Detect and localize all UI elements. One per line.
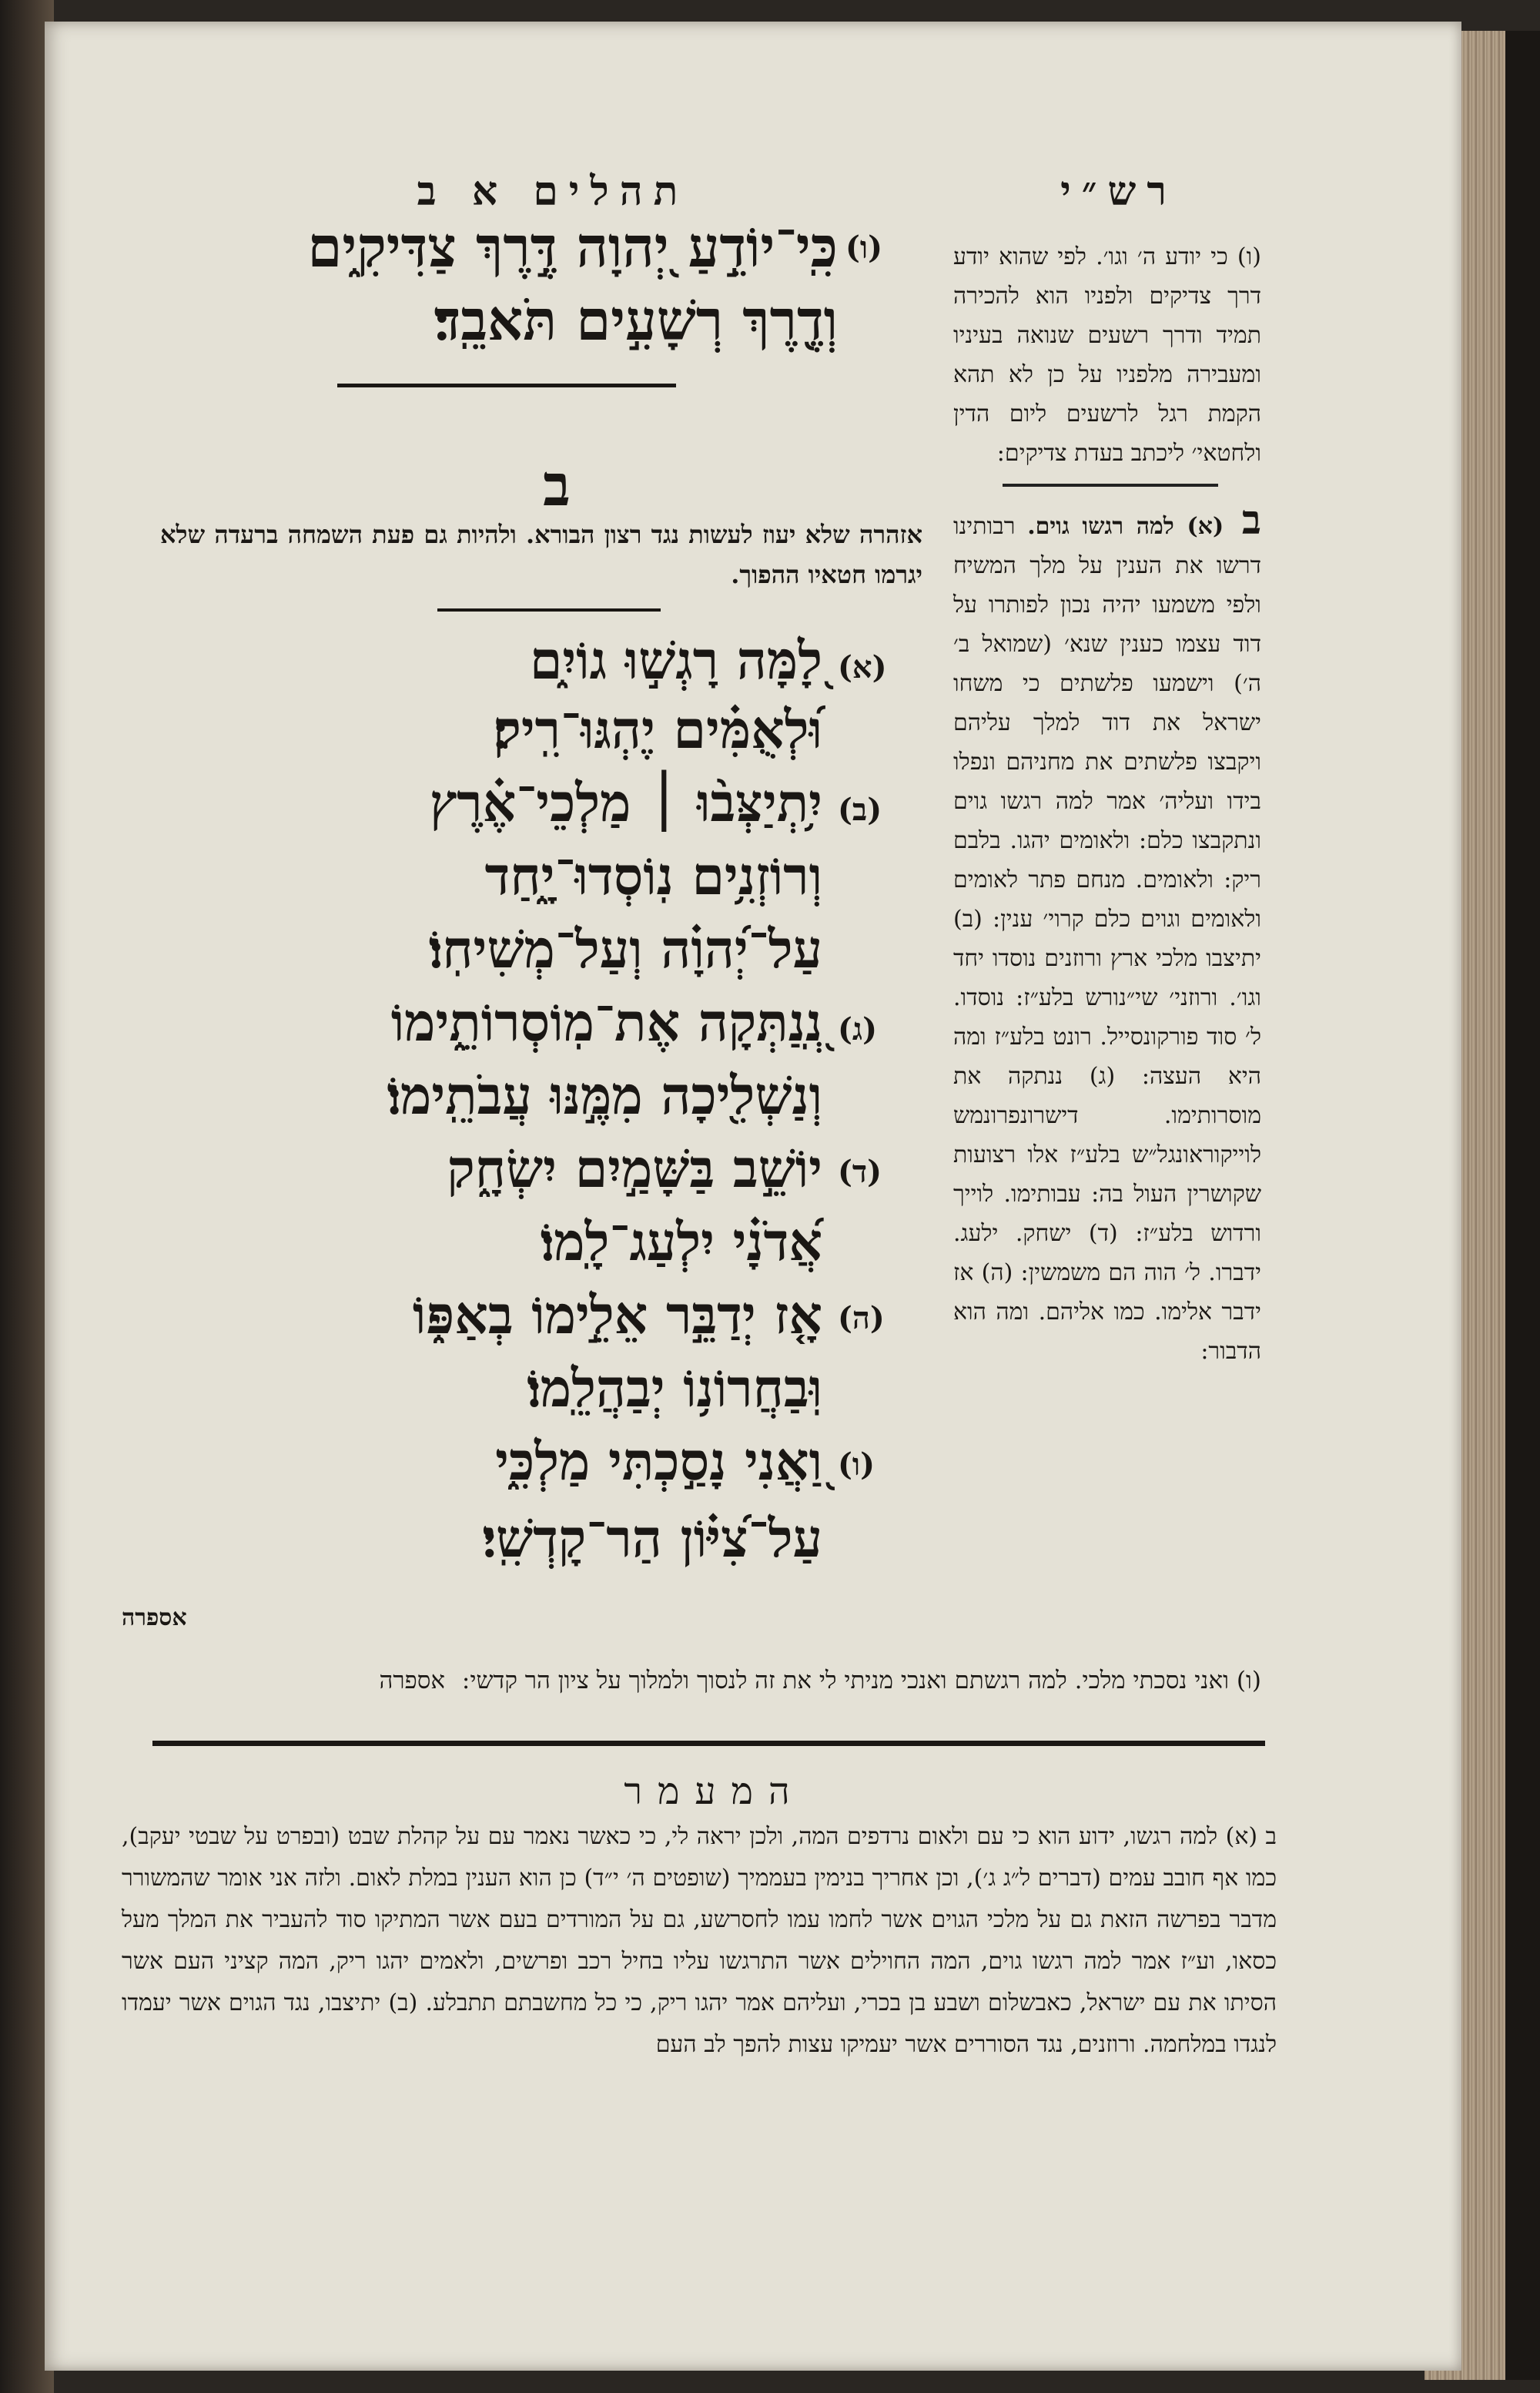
rashi-paragraph: (ו) כי יודע ה׳ וגו׳. לפי שהוא יודע דרך צדיקים ולפניו הוא להכירה תמיד ודרך רשעים שנואה בעיניו ומעבירה מלפניו על כן לא תהא הקמת רגל לרשעים ליום הדין ולחטאי׳ ליכתב בעדת צדיקים: [953, 243, 1261, 467]
verse-line: עַל־יְ֝הוָ֗ה וְעַל־מְשִׁיחֽוֹ׃ [428, 919, 822, 980]
verse-line: נְֽ֭נַתְּקָה אֶת־מֽוֹסְרוֹתֵ֑ימוֹ [390, 992, 822, 1054]
verse-line: וְנַשְׁלִ֖יכָה מִמֶּ֣נּוּ עֲבֹתֵֽימוֹ׃ [387, 1065, 822, 1127]
rashi-paragraph [953, 497, 1261, 1371]
rashi-separator [1003, 484, 1218, 487]
verse-line: יִ֥תְיַצְּב֨וּ ׀ מַלְכֵי־אֶ֗רֶץ [429, 773, 822, 834]
book-page [45, 22, 1461, 2371]
verse-number: (ד) [838, 1154, 882, 1190]
chapter-intro: אזהרה שלא יעוז לעשות נגד רצון הבורא. ולהיות גם פעת השמחה ברעדה שלא יגרמו חטאיו ההפוך. [160, 520, 922, 589]
verse-line: יוֹשֵׁ֣ב בַּשָּׁמַ֣יִם יִשְׂחָ֑ק [447, 1138, 822, 1200]
verse-line: וּ֝לְאֻמִּ֗ים יֶהְגּוּ־רִֽיק׃ [493, 699, 822, 761]
verse-number: (ו) [845, 230, 883, 266]
rashi-chapter-letter: ב [1241, 497, 1261, 544]
rashi-heading: רש״י [1060, 168, 1177, 215]
verse-number: (ו) [838, 1446, 875, 1483]
rashi-tail-text: (ו) ואני נסכתי מלכי. למה רגשתם ואנכי מניתי לי את זה לנסוך ולמלוך על ציון הר קדשי: [461, 1667, 1261, 1694]
rashi-column [953, 237, 1261, 1371]
verse-line: וְרוֹזְנִ֥ים נֽוֹסְדוּ־יָ֑חַד [484, 846, 822, 907]
verse-number: (ג) [838, 1011, 878, 1047]
verse-number: (ב) [838, 792, 882, 828]
verse-number: (ה) [838, 1300, 885, 1336]
verse-line: אָ֤ז יְדַבֵּ֣ר אֵלֵ֣ימוֹ בְאַפּ֑וֹ [412, 1285, 822, 1346]
verse-line: עַל־צִ֝יּ֗וֹן הַר־קָדְשִֽׁי׃ [482, 1508, 822, 1570]
verse-line: אֲ֝דֹנָ֗י יִלְעַג־לָֽמוֹ׃ [540, 1212, 822, 1273]
hameamer-heading: המעמר [624, 1770, 805, 1813]
intro-rule [437, 608, 661, 612]
verse-line: וּֽבַחֲרוֹנ֥וֹ יְבַהֲלֵֽמוֹ׃ [527, 1358, 822, 1419]
verse-line: לָ֭מָּה רָגְשׁ֣וּ גוֹיִ֑ם [529, 630, 822, 692]
bottom-rule [152, 1741, 1265, 1746]
verse-line: כִּֽי־יוֹדֵ֣עַ יְ֭הוָה דֶּ֣רֶךְ צַדִּיקִ֑ים [307, 214, 838, 280]
catchword: אספרה [122, 1604, 187, 1631]
verse-line: וַ֭אֲנִי נָסַ֣כְתִּי מַלְכִּ֑י [495, 1431, 822, 1493]
rashi-lead: (א) למה רגשו גוים. [1027, 513, 1224, 540]
rashi-catchword: אספרה [379, 1667, 446, 1694]
verse-number: (א) [838, 649, 887, 685]
rashi-tail [152, 1661, 1261, 1701]
hameamer-text: ב (א) למה רגשו, ידוע הוא כי עם ולאום נרדפים המה, ולכן יראה לי, כי כאשר נאמר עם על קהלת שבט (ובפרט על שבטי יעקב), כמו אף חובב עמים (דברים ל״ג ג׳), וכן אחריך בנימין בעממיך (שופטים ה׳ י״ד) כן הוא הענין במלת לאום. ולזה אני אומר שהמשורר מדבר בפרשה הזאת גם על מלכי הגוים אשר לחמו עמו לחסרשע, גם על המורדים בעם אשר המתיקו סוד להעביר את המלך מעל כסאו, וע״ז אמר למה רגשו גוים, המה החוילים אשר התרגשו עליו בחיל רכב ופרשים, ולאמים יהגו ריק, המה קציני העם אשר הסיתו את עם ישראל, כאבשלום ושבע בן בכרי, ועליהם אמר יהגו ריק, כי כל מחשבתם תתבלע. (ב) יתיצבו, נגד הגוים אשר יעמדו לנגדו במלחמה. ורוזנים, נגד הסוררים אשר יעמיקו עצות להפך לב העם [122, 1823, 1277, 2058]
chapter-letter: ב [543, 453, 571, 519]
psalms-heading: תהלים א ב [417, 168, 689, 215]
section-rule [337, 384, 676, 387]
verse-line: וְדֶ֖רֶךְ רְשָׁעִ֣ים תֹּאבֵֽד׃ [434, 287, 838, 353]
rashi-body: רבותינו דרשו את הענין על מלך המשיח ולפי משמעו יהיה נכון לפותרו על דוד עצמו כענין שנא׳ (שמואל ב׳ ה׳) וישמעו פלשתים כי משחו ישראל את דוד למלך עליהם ויקבצו פלשתים את מחניהם ונפלו בידו ועליה׳ אמר למה רגשו גוים ונתקבצו כלם: ולאומים יהגו. בלבם ריק: ולאומים. מנחם פתר לאומים ולאומים וגוים כלם קרוי׳ ענין: (ב) יתיצבו מלכי ארץ ורוזנים נוסדו יחד וגו׳. ורוזני׳ שי״נורש בלע״ז: נוסדו. ל׳ סוד פורקונסייל. רונט בלע״ז ומה היא העצה: (ג) ננתקה את מוסרותימו. דישרונפרונמש לוייקוראונגל״ש בלע״ז אלו רצועות שקושרין העול בה: עבותימו. לוייך ורדוש בלע״ז: (ד) ישחק. ילעג. ידברו. ל׳ הוה הם משמשין: (ה) אז ידבר אלימו. כמו אליהם. ומה הוא הדבור: [953, 513, 1261, 1365]
